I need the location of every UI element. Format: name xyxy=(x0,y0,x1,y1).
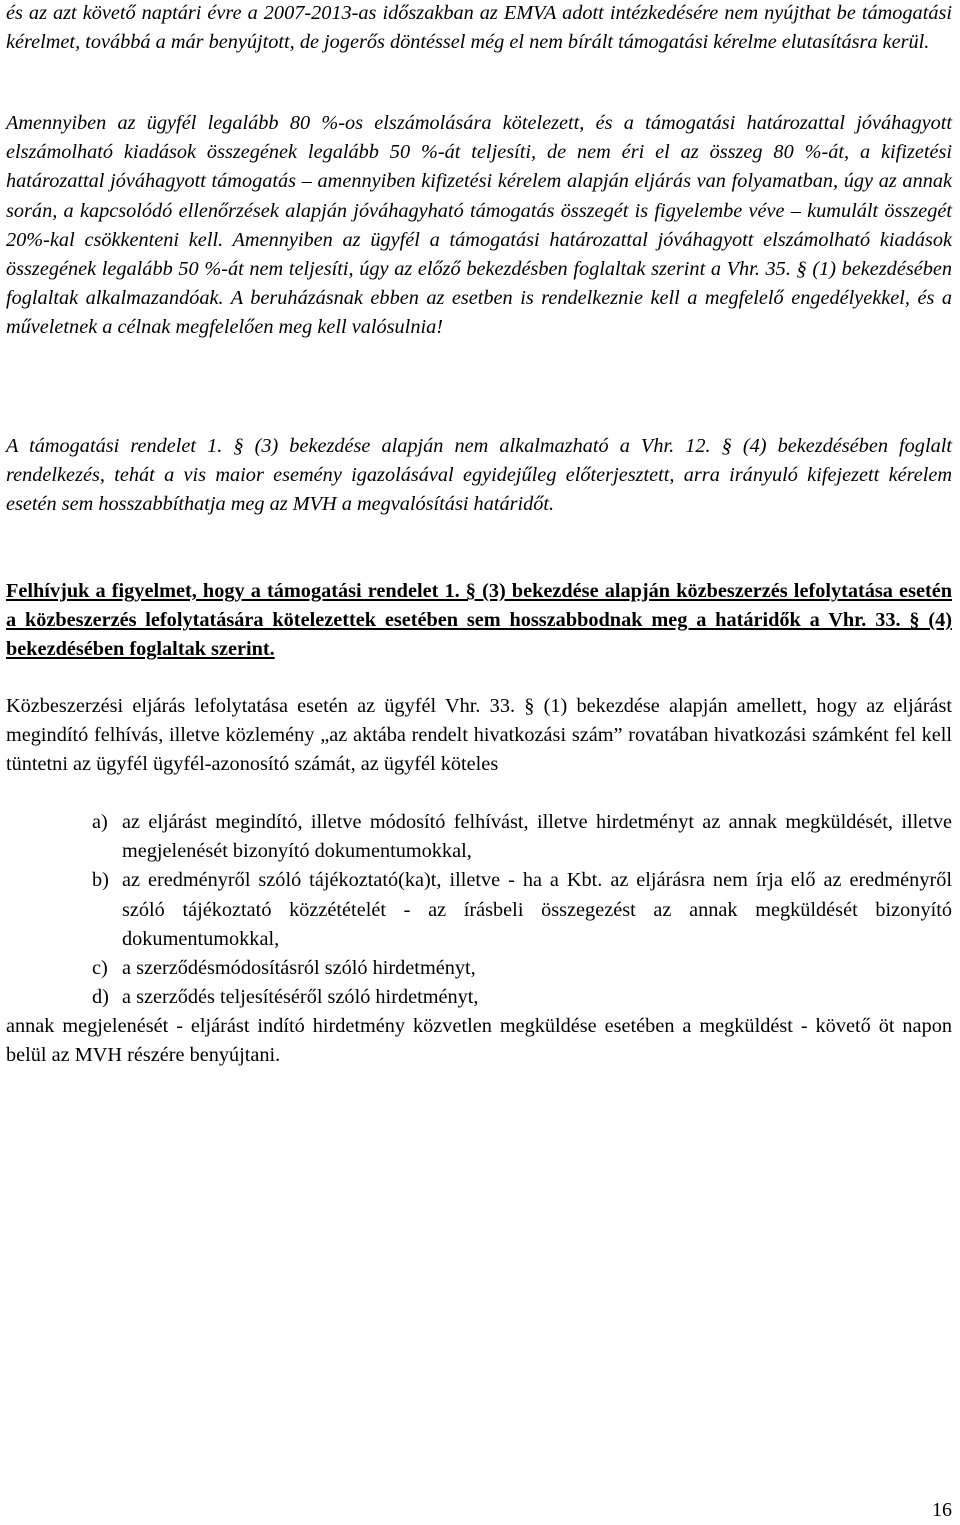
paragraph-vis-maior: A támogatási rendelet 1. § (3) bekezdése alapján nem alkalmazható a Vhr. 12. § (4) bekezdésében foglalt rendelkezés, tehát a vis maior esemény igazolásával egyidejűleg előterjesztett, arra irányuló kifejezett kérelem esetén sem hosszabbíthatja meg az MVH a megvalósítási határidőt. xyxy=(6,435,952,516)
list-item-text: a szerződés teljesítéséről szóló hirdetményt, xyxy=(122,986,479,1009)
obligations-list xyxy=(6,808,952,1012)
list-item-label: c) xyxy=(92,957,108,980)
list-item xyxy=(6,983,952,1012)
paragraph-eligibility-exclusion: és az azt követő naptári évre a 2007-2013-as időszakban az EMVA adott intézkedésére nem nyújthat be támogatási kérelmet, továbbá a már benyújtott, de jogerős döntéssel még el nem bírált támogatási kérelme elutasításra kerül. xyxy=(6,2,952,54)
paragraph-settlement-reduction: Amennyiben az ügyfél legalább 80 %-os elszámolására kötelezett, és a támogatási határozattal jóváhagyott elszámolható kiadások összegének legalább 50 %-át teljesíti, de nem éri el az összeg 80 %-át, a kifizetési határozattal jóváhagyott támogatás – amennyiben kifizetési kérelem alapján eljárás van folyamatban, úgy az annak során, a kapcsolódó ellenőrzések alapján jóváhagyható támogatás összegét is figyelembe véve – kumulált összegét 20%-kal csökkenteni kell. Amennyiben az ügyfél a támogatási határozattal jóváhagyott elszámolható kiadások összegének legalább 50 %-át nem teljesíti, úgy az előző bekezdésben foglaltak szerint a Vhr. 35. § (1) bekezdésében foglaltak alkalmazandóak. A beruházásnak ebben az esetben is rendelkeznie kell a megfelelő engedélyekkel, és a műveletnek a célnak megfelelően meg kell valósulnia! xyxy=(6,112,952,339)
paragraph-procurement-obligations: Közbeszerzési eljárás lefolytatása esetén az ügyfél Vhr. 33. § (1) bekezdése alapján amellett, hogy az eljárást megindító felhívás, illetve közlemény „az aktába rendelt hivatkozási szám” rovatában hivatkozási számként fel kell tüntetni az ügyfél ügyfél-azonosító számát, az ügyfél köteles xyxy=(6,695,952,776)
list-item-text: a szerződésmódosításról szóló hirdetményt, xyxy=(122,957,476,980)
list-item-label: b) xyxy=(92,869,109,892)
paragraph-procurement-notice: Felhívjuk a figyelmet, hogy a támogatási rendelet 1. § (3) bekezdése alapján közbeszerzés lefolytatása esetén a közbeszerzés lefolytatására kötelezettek esetében sem hosszabbodnak meg a határidők a Vhr. 33. § (4) bekezdésében foglaltak szerint. xyxy=(6,580,952,661)
paragraph-submission-deadline: annak megjelenését - eljárást indító hirdetmény közvetlen megküldése esetében a megküldést - követő öt napon belül az MVH részére benyújtani. xyxy=(6,1015,952,1067)
list-item-label: a) xyxy=(92,811,108,833)
list-item-text: az eredményről szóló tájékoztató(ka)t, illetve - ha a Kbt. az eljárásra nem írja elő az eredményről szóló tájékoztató közzétételét - az írásbeli összegezést az annak megküldését bizonyító dokumentumokkal, xyxy=(122,869,952,950)
list-item-label: d) xyxy=(92,986,109,1009)
page-number: 16 xyxy=(932,1499,952,1521)
list-item xyxy=(6,866,952,954)
list-item xyxy=(6,954,952,983)
list-item xyxy=(6,808,952,866)
list-item-text: az eljárást megindító, illetve módosító felhívást, illetve hirdetményt az annak megküldését, illetve megjelenését bizonyító dokumentumokkal, xyxy=(122,811,952,863)
